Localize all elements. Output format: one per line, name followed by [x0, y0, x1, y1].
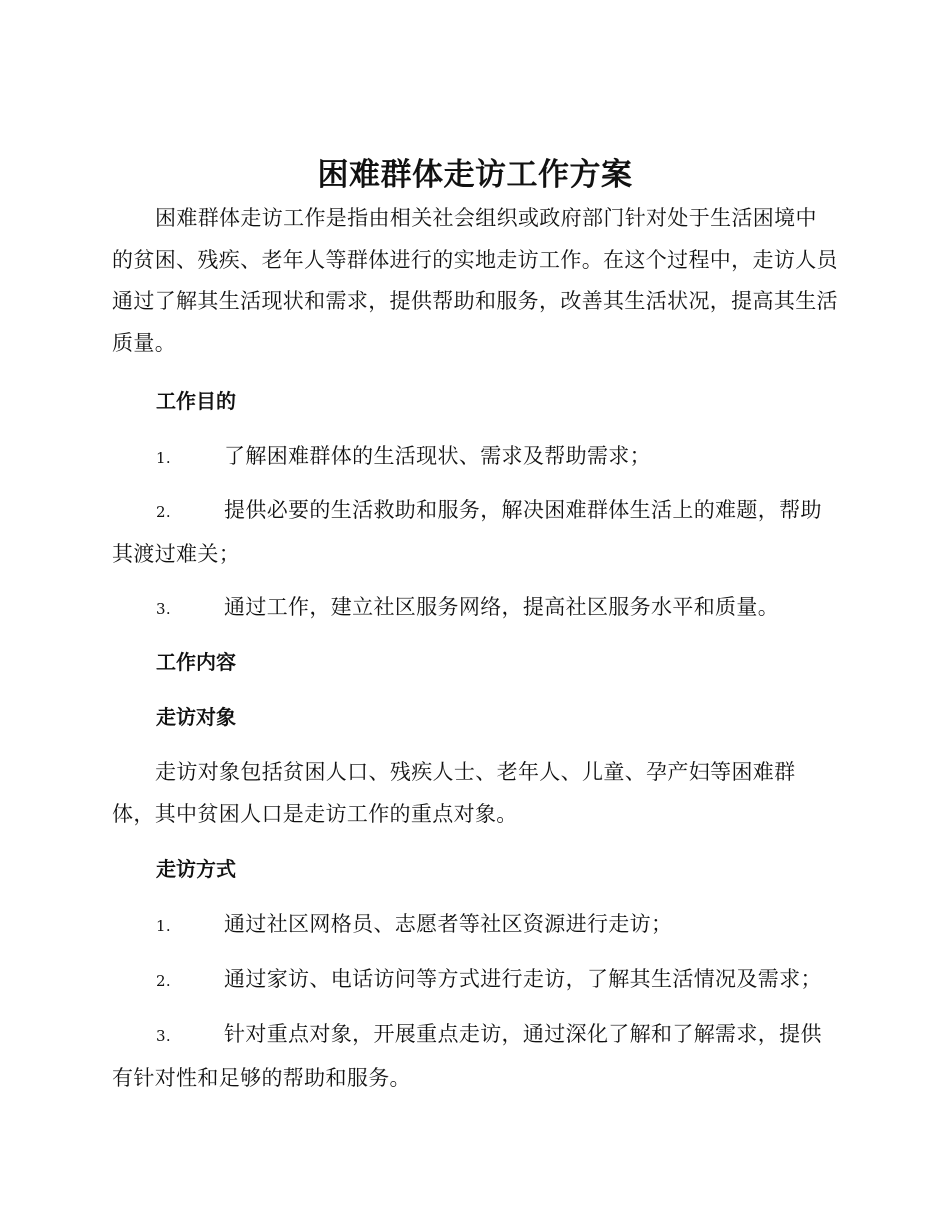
- list-number: 1.: [156, 917, 172, 935]
- purpose-item-3: [112, 587, 838, 631]
- intro-paragraph: 困难群体走访工作是指由相关社会组织或政府部门针对处于生活困境中的贫困、残疾、老年人等群体进行的实地走访工作。在这个过程中，走访人员通过了解其生活现状和需求，提供帮助和服务，改善其生活状况，提高其生活质量。: [112, 206, 838, 355]
- list-item-text: 通过家访、电话访问等方式进行走访，了解其生活情况及需求；: [224, 967, 822, 991]
- list-number: 3.: [156, 600, 172, 618]
- methods-item-1: [112, 904, 838, 948]
- list-item-text: 了解困难群体的生活现状、需求及帮助需求；: [224, 444, 651, 468]
- list-item-text: 通过社区网格员、志愿者等社区资源进行走访；: [224, 912, 673, 936]
- section-heading-purpose: 工作目的: [156, 389, 236, 413]
- list-number: 2.: [156, 503, 172, 521]
- list-number: 3.: [156, 1027, 172, 1045]
- section-heading-targets: 走访对象: [156, 705, 236, 729]
- list-number: 2.: [156, 972, 172, 990]
- document-title: 困难群体走访工作方案: [317, 157, 633, 193]
- targets-paragraph: 走访对象包括贫困人口、残疾人士、老年人、儿童、孕产妇等困难群体，其中贫困人口是走访工作的重点对象。: [112, 760, 796, 826]
- methods-item-2: [112, 959, 838, 1003]
- list-item-text: 提供必要的生活救助和服务，解决困难群体生活上的难题，帮助其渡过难关；: [112, 498, 822, 566]
- methods-item-3: [112, 1014, 838, 1099]
- purpose-item-2: [112, 490, 838, 575]
- section-heading-content: 工作内容: [156, 650, 236, 674]
- list-number: 1.: [156, 449, 172, 467]
- purpose-item-1: [112, 436, 838, 480]
- section-heading-methods: 走访方式: [156, 857, 236, 881]
- list-item-text: 针对重点对象，开展重点走访，通过深化了解和了解需求，提供有针对性和足够的帮助和服务。: [112, 1022, 822, 1090]
- list-item-text: 通过工作，建立社区服务网络，提高社区服务水平和质量。: [224, 595, 780, 619]
